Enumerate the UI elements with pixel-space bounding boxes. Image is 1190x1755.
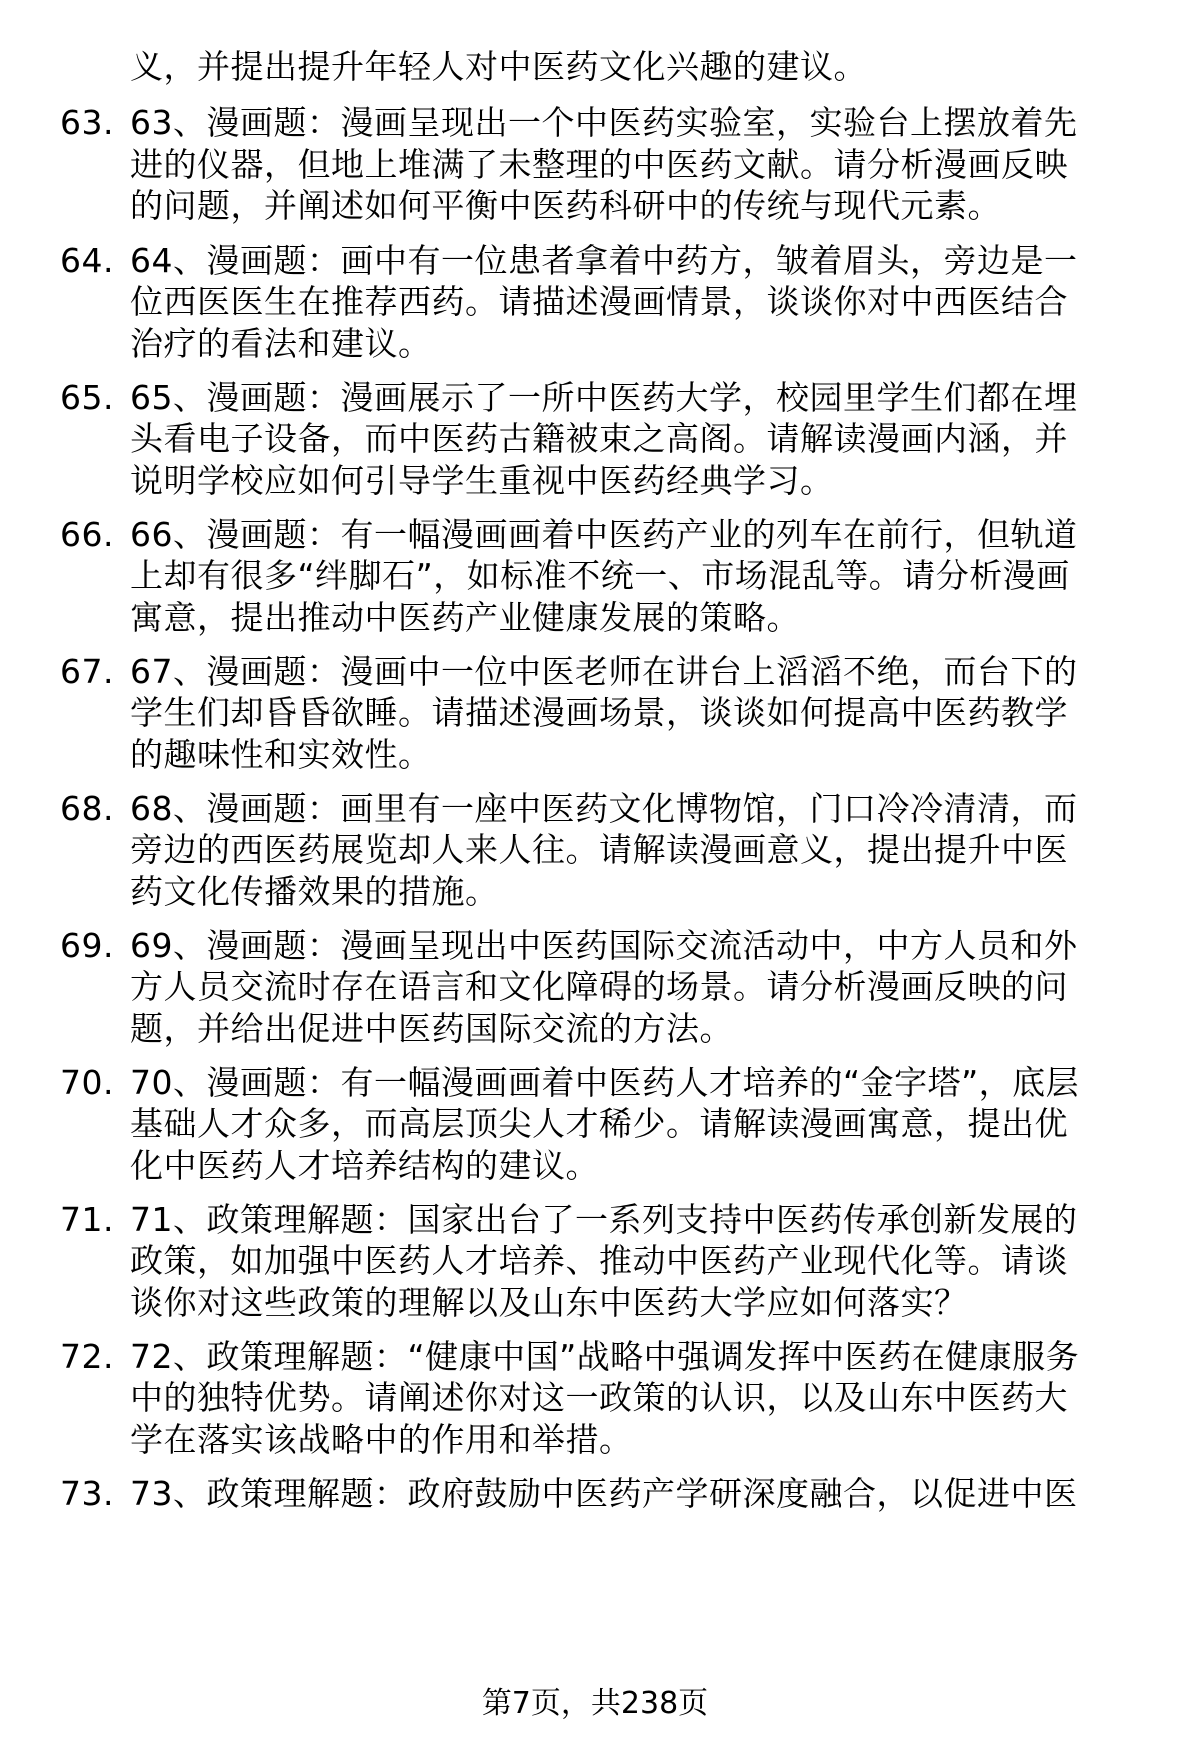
question-text: 上却有很多“绊脚石”，如标准不统一、市场混乱等。请分析漫画 [130, 556, 1070, 595]
question-text: 65、漫画题：漫画展示了一所中医药大学，校园里学生们都在埋 [130, 378, 1078, 417]
question-text: 中的独特优势。请阐述你对这一政策的认识，以及山东中医药大 [130, 1378, 1068, 1417]
question-text: 71、政策理解题：国家出台了一系列支持中医药传承创新发展的 [130, 1200, 1078, 1239]
question-text: 66、漫画题：有一幅漫画画着中医药产业的列车在前行，但轨道 [130, 515, 1078, 554]
question-text: 基础人才众多，而高层顶尖人才稀少。请解读漫画寓意，提出优 [130, 1104, 1068, 1143]
question-number: 69. [60, 926, 114, 965]
question-text: 政策，如加强中医药人才培养、推动中医药产业现代化等。请谈 [130, 1241, 1068, 1280]
question-number: 65. [60, 378, 114, 417]
question-number: 70. [60, 1063, 114, 1102]
question-text: 67、漫画题：漫画中一位中医老师在讲台上滔滔不绝，而台下的 [130, 652, 1078, 691]
question-text: 谈你对这些政策的理解以及山东中医药大学应如何落实？ [130, 1283, 968, 1322]
question-number: 68. [60, 789, 114, 828]
question-text: 化中医药人才培养结构的建议。 [130, 1146, 599, 1185]
question-number: 72. [60, 1337, 114, 1376]
question-text: 69、漫画题：漫画呈现出中医药国际交流活动中，中方人员和外 [130, 926, 1078, 965]
question-text: 旁边的西医药展览却人来人往。请解读漫画意义，提出提升中医 [130, 830, 1068, 869]
question-text: 说明学校应如何引导学生重视中医药经典学习。 [130, 461, 834, 500]
question-number: 71. [60, 1200, 114, 1239]
page-footer: 第7页，共238页 [481, 1686, 709, 1721]
question-text: 学在落实该战略中的作用和举措。 [130, 1420, 633, 1459]
question-text: 药文化传播效果的措施。 [130, 872, 499, 911]
question-text: 题，并给出促进中医药国际交流的方法。 [130, 1009, 733, 1048]
question-text: 位西医医生在推荐西药。请描述漫画情景，谈谈你对中西医结合 [130, 282, 1068, 321]
question-number: 63. [60, 103, 114, 142]
question-text: 进的仪器，但地上堆满了未整理的中医药文献。请分析漫画反映 [130, 145, 1068, 184]
question-text: 63、漫画题：漫画呈现出一个中医药实验室，实验台上摆放着先 [130, 103, 1078, 142]
question-number: 64. [60, 241, 114, 280]
question-text: 头看电子设备，而中医药古籍被束之高阁。请解读漫画内涵，并 [130, 419, 1068, 458]
question-text: 寓意，提出推动中医药产业健康发展的策略。 [130, 598, 800, 637]
question-number: 73. [60, 1474, 114, 1513]
question-text: 68、漫画题：画里有一座中医药文化博物馆，门口冷冷清清，而 [130, 789, 1078, 828]
question-text: 73、政策理解题：政府鼓励中医药产学研深度融合，以促进中医 [130, 1474, 1078, 1513]
question-text: 64、漫画题：画中有一位患者拿着中药方，皱着眉头，旁边是一 [130, 241, 1078, 280]
question-text: 72、政策理解题：“健康中国”战略中强调发挥中医药在健康服务 [130, 1337, 1080, 1376]
question-text: 义，并提出提升年轻人对中医药文化兴趣的建议。 [130, 47, 867, 86]
question-text: 方人员交流时存在语言和文化障碍的场景。请分析漫画反映的问 [130, 967, 1068, 1006]
question-text: 治疗的看法和建议。 [130, 324, 432, 363]
question-text: 的趣味性和实效性。 [130, 735, 432, 774]
question-number: 67. [60, 652, 114, 691]
question-number: 66. [60, 515, 114, 554]
question-text: 学生们却昏昏欲睡。请描述漫画场景，谈谈如何提高中医药教学 [130, 693, 1068, 732]
question-text: 70、漫画题：有一幅漫画画着中医药人才培养的“金字塔”，底层 [130, 1063, 1080, 1102]
question-text: 的问题，并阐述如何平衡中医药科研中的传统与现代元素。 [130, 186, 1001, 225]
